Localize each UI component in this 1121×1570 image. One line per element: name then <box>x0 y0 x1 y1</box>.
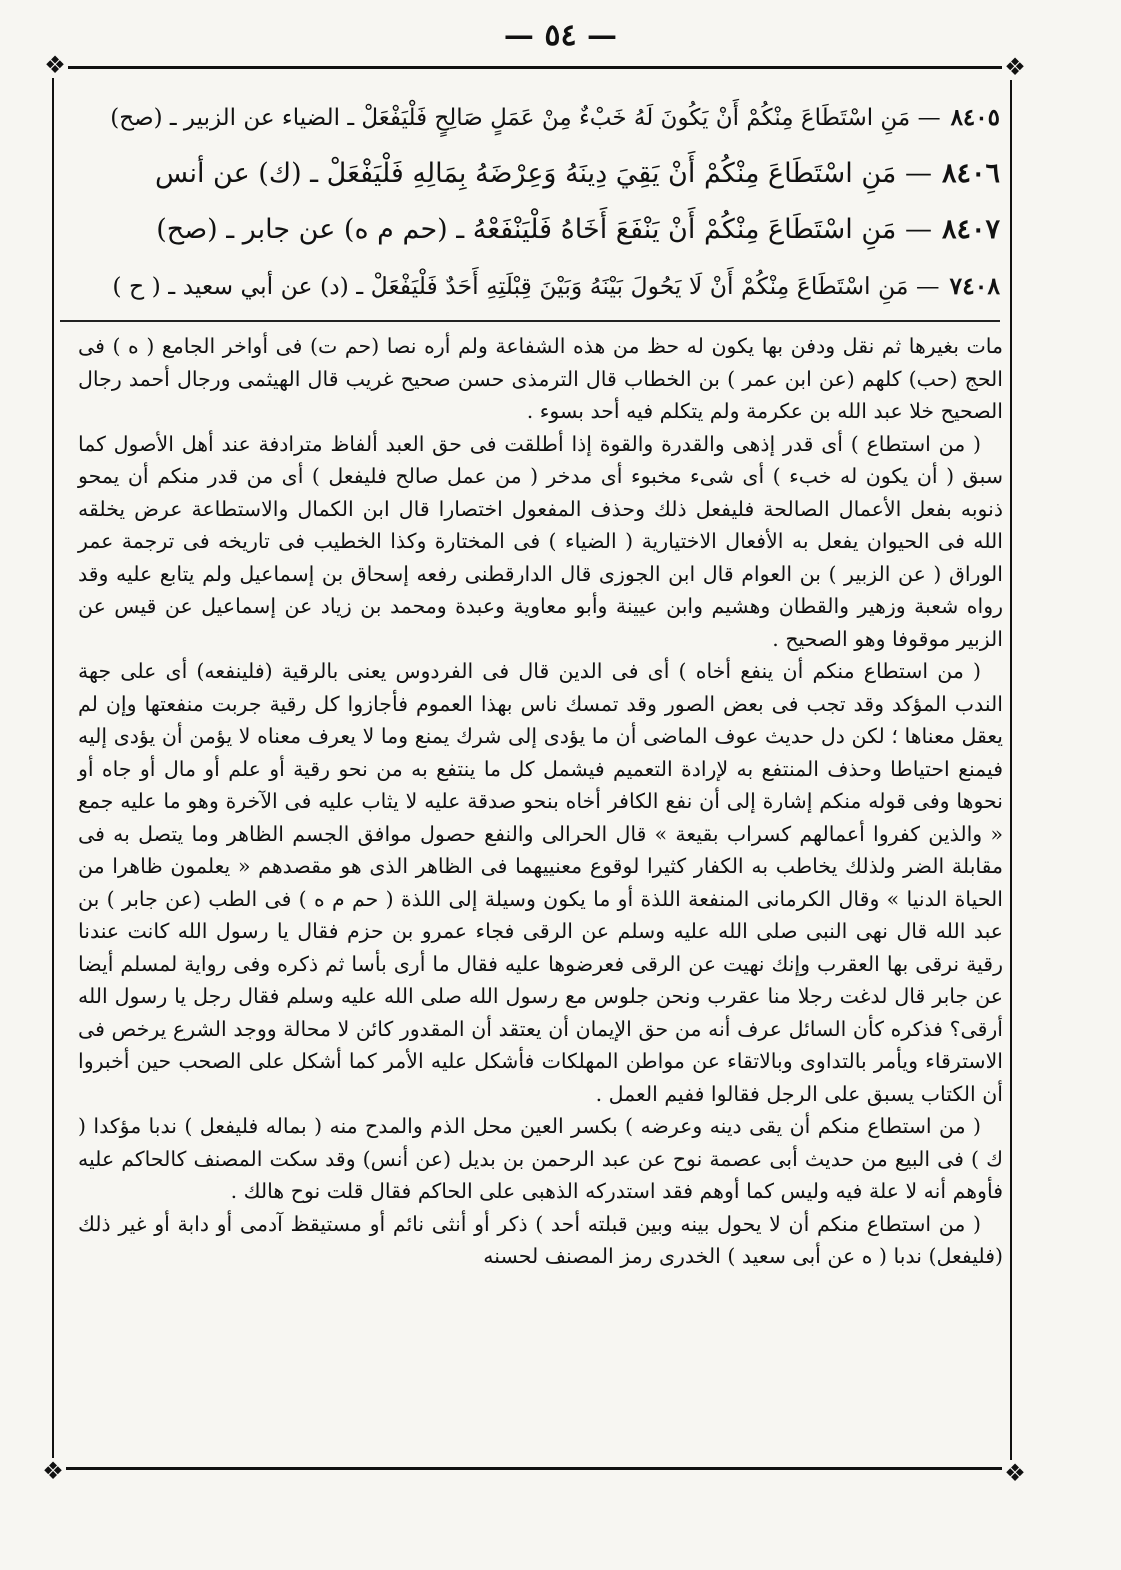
corner-ornament-icon: ❖ <box>1002 1460 1028 1486</box>
commentary-paragraph: ( من استطاع منكم أن لا يحول بينه وبين قبلته أحد ) ذكر أو أنثى نائم أو مستيقظ آدمى أو دابة أو غير ذلك (فليفعل) ندبا ( ه عن أبى سعيد ) الخدرى رمز المصنف لحسنه <box>78 1211 1003 1268</box>
hadith-entry <box>100 258 1000 314</box>
commentary-paragraph: مات بغيرها ثم نقل ودفن بها يكون له حظ من هذه الشفاعة ولم أره نصا (حم ت) فى أواخر الجامع ( ه ) فى الحج (حب) كلهم (عن ابن عمر ) بن الخطاب قال الترمذى حسن صحيح غريب قال الهيثمى ورجال أحمد رجال الصحيح خلا عبد الله بن عكرمة ولم يتكلم فيه أحد بسوء . <box>78 334 1003 423</box>
commentary-paragraph: ( من استطاع ) أى قدر إذهى والقدرة والقوة إذا أطلقت فى حق العبد ألفاظ مترادفة عند أهل الأصول كما سبق ( أن يكون له خبء ) أى شىء مخبوء أى مدخر ( من عمل صالح فليفعل ) أى من قدر منكم أن يمحو ذنوبه بفعل الأعمال الصالحة فليفعل ذلك وحذف المفعول اختصارا قال ابن الكمال والاستطاعة عرض يخلقه الله فى الحيوان يفعل به الأفعال الاختيارية ( الضياء ) فى المختارة وكذا الخطيب فى تاريخه فى ترجمة عمر الوراق ( عن الزبير ) بن العوام قال ابن الجوزى قال الدارقطنى رفعه إسحاق بن إسماعيل ولم يتابع عليه وقد رواه شعبة وزهير والقطان وهشيم وابن عيينة وأبو معاوية وعبدة ومحمد بن زياد عن إسماعيل عن قيس عن الزبير موقوفا وهو الصحيح . <box>78 431 1003 651</box>
hadith-number: ٧٤٠٨ <box>949 272 1000 300</box>
hadith-number: ٨٤٠٧ <box>941 214 1000 245</box>
hadith-text: — مَنِ اسْتَطَاعَ مِنْكُمْ أَنْ يَكُونَ لَهُ خَبْءٌ مِنْ عَمَلٍ صَالِحٍ فَلْيَفْعَلْ ـ الضياء عن الزبير ـ (صح) <box>110 105 941 131</box>
hadith-text: — مَنِ اسْتَطَاعَ مِنْكُمْ أَنْ يَنْفَعَ أَخَاهُ فَلْيَنْفَعْهُ ـ (حم م ه) عن جابر ـ (صح) <box>156 214 932 245</box>
commentary-paragraph: ( من استطاع منكم أن ينفع أخاه ) أى فى الدين قال فى الفردوس يعنى بالرقية (فلينفعه) أى على جهة الندب المؤكد وقد تجب فى بعض الصور وقد تمسك ناس بهذا العموم فأجازوا كل رقية جربت منفعتها وإن لم يعقل معناها ؛ لكن دل حديث عوف الماضى أن ما يؤدى إلى شرك يمنع وما لا يعرف معناه لا يؤمن أن يؤدى إليه فيمنع احتياطا وحذف المنتفع به لإرادة التعميم فيشمل كل ما ينتفع به من نحو رقية أو علم أو مال أو جاه أو نحوها وفى قوله منكم إشارة إلى أن نفع الكافر أخاه بنحو صدقة عليه لا يثاب عليه فى الآخرة وهو ما عليه جمع « والذين كفروا أعمالهم كسراب بقيعة » قال الحرالى والنفع حصول موافق الجسم الظاهر وما يتصل به فى مقابلة الضر ولذلك يخاطب به الكفار كثيرا لوقوع معنييهما فى الظاهر الذى هو مقصدهم « يعلمون ظاهرا من الحياة الدنيا » وقال الكرمانى المنفعة اللذة أو ما يكون وسيلة إلى اللذة ( حم م ه ) فى الطب (عن جابر ) بن عبد الله قال نهى النبى صلى الله عليه وسلم عن الرقى فجاء عمرو بن حزم فقال يا رسول الله كانت عندنا رقية نرقى بها العقرب وإنك نهيت عن الرقى فعرضوها عليه فقال ما أرى بأسا ثم ذكره وفى رواية لمسلم أيضا عن جابر قال لدغت رجلا منا عقرب ونحن جلوس مع رسول الله صلى الله عليه وسلم فقال رجل يا رسول الله أرقى؟ فذكره كأن السائل عرف أنه من حق الإيمان أن يعتقد أن المقدور كائن لا محالة ووجد الشرع يرخص فى الاسترقاء ويأمر بالتداوى وبالاتقاء عن مواطن المهلكات فأشكل عليه الأمر كما أشكل على الصحب حين أخبروا أن الكتاب يسبق على الرجل فقالوا ففيم العمل . <box>78 659 1003 1106</box>
hadith-text: — مَنِ اسْتَطَاعَ مِنْكُمْ أَنْ لَا يَحُولَ بَيْنَهُ وَبَيْنَ قِبْلَتِهِ أَحَدٌ فَلْيَفْعَلْ ـ (د) عن أبي سعيد ـ ( ح ) <box>112 272 940 300</box>
hadith-text: — مَنِ اسْتَطَاعَ مِنْكُمْ أَنْ يَقِيَ دِينَهُ وَعِرْضَهُ بِمَالِهِ فَلْيَفْعَلْ ـ (ك) عن أنس <box>155 158 932 189</box>
hadith-list <box>100 90 1000 314</box>
corner-ornament-icon: ❖ <box>40 1458 66 1484</box>
hadith-entry <box>100 90 1000 146</box>
hadith-entry <box>100 146 1000 202</box>
corner-ornament-icon: ❖ <box>42 52 68 78</box>
hadith-number: ٨٤٠٥ <box>950 104 1000 131</box>
commentary-paragraph: ( من استطاع منكم أن يقى دينه وعرضه ) بكسر العين محل الذم والمدح منه ( بماله فليفعل ) ندبا مؤكدا ( ك ) فى البيع من حديث أبى عصمة نوح عن عبد الرحمن بن بديل (عن أنس) وقد سكت المصنف كالحاكم عليه فأوهم أنه لا علة فيه وليس كما أوهم فقد استدركه الذهبى على الحاكم فقال قلت نوح هالك . <box>78 1114 1003 1203</box>
corner-ornament-icon: ❖ <box>1002 54 1028 80</box>
section-divider <box>60 320 1000 322</box>
hadith-number: ٨٤٠٦ <box>941 158 1000 189</box>
commentary <box>78 330 1003 1273</box>
page-number: — ٥٤ — <box>503 18 618 53</box>
hadith-entry <box>100 202 1000 258</box>
